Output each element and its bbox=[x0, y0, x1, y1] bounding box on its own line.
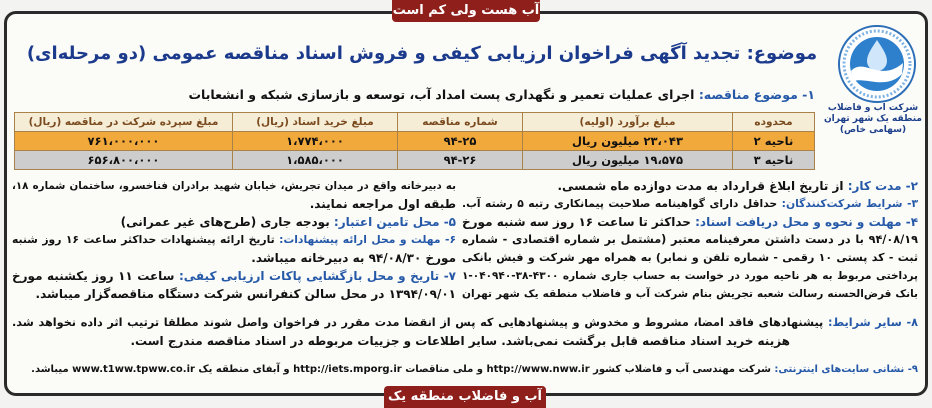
right-text-column bbox=[462, 177, 918, 303]
eligibility-text: حداقل دارای گواهینامه صلاحیت پیمانکاری رتبه ۵ رشته آب. bbox=[462, 197, 778, 210]
nww-site-url[interactable]: http://www.nww.ir bbox=[486, 364, 590, 375]
websites-line bbox=[12, 360, 918, 380]
caption-line: (سهامی خاص) bbox=[839, 125, 907, 135]
body-text-line: مورخ ۹۴/۰۸/۳۰ به دبیرخانه میباشد. bbox=[251, 251, 456, 265]
caption-line: منطقه یک شهر تهران bbox=[824, 114, 922, 124]
other-conditions-line bbox=[12, 314, 918, 332]
tenders-site-label: و ملی مناقصات bbox=[405, 364, 484, 375]
cell-estimate: ۲۳،۰۴۳ میلیون ریال bbox=[523, 132, 733, 151]
duration-line bbox=[462, 177, 918, 195]
cell-document-price: ۱،۵۸۵،۰۰۰ bbox=[233, 151, 398, 170]
tender-table bbox=[14, 112, 815, 170]
proposal-deadline-label: ۶- مهلت و محل ارائه پیشنهادات: bbox=[279, 233, 456, 246]
bottom-company-banner: آب و فاضلاب منطقه یک bbox=[384, 386, 546, 408]
cell-area: ناحیه ۲ bbox=[733, 132, 815, 151]
cell-tender-number: ۹۴-۲۵ bbox=[398, 132, 523, 151]
other-conditions-text: پیشنهادهای فاقد امضا، مشروط و مخدوش و پیشنهادهایی که پس از انقضا مدت مقرر در فراخوان واصل شوند مطلقا ترتیب اثر داده نخواهد شد. bbox=[12, 316, 824, 329]
region-site-url[interactable]: www.t1ww.tpww.co.ir bbox=[72, 364, 195, 375]
tender-subject-label: ۱- موضوع مناقصه: bbox=[698, 87, 815, 102]
notice-title: موضوع: تجدید آگهی فراخوان ارزیابی کیفی و فروش اسناد مناقصه عمومی (دو مرحله‌ای) bbox=[26, 43, 818, 64]
table-row bbox=[15, 151, 815, 170]
body-text-line: ثبت - کد پستی ۱۰ رقمی - شماره تلفن و نمابر) به همراه مهر شرکت و فیش بانکی bbox=[462, 251, 918, 264]
duration-label: ۲- مدت کار: bbox=[847, 179, 918, 193]
body-text-line: ۹۴/۰۸/۱۹ با در دست داشتن معرفینامه معتبر (مشتمل بر شماره اقتصادی - شماره bbox=[462, 233, 918, 246]
body-text-line: به دبیرخانه واقع در میدان تجریش، خیابان شهید برادران فناخسرو، ساختمان شماره ۱۸، bbox=[12, 180, 456, 192]
water-company-emblem-icon bbox=[836, 24, 918, 104]
top-slogan-banner: آب هست ولی کم است bbox=[392, 0, 540, 22]
cell-area: ناحیه ۳ bbox=[733, 151, 815, 170]
cell-document-price: ۱،۷۷۴،۰۰۰ bbox=[233, 132, 398, 151]
region-site-label: و آبفای منطقه یک bbox=[198, 364, 290, 375]
cell-deposit: ۷۶۱،۰۰۰،۰۰۰ bbox=[15, 132, 233, 151]
cell-estimate: ۱۹،۵۷۵ میلیون ریال bbox=[523, 151, 733, 170]
cell-deposit: ۶۵۶،۸۰۰،۰۰۰ bbox=[15, 151, 233, 170]
proposal-deadline-text: تاریخ ارائه پیشنهادات حداکثر ساعت ۱۶ روز شنبه bbox=[12, 233, 275, 246]
tender-subject-text: اجرای عملیات تعمیر و نگهداری پست امداد آب، توسعه و بازسازی شبکه و انشعابات bbox=[188, 87, 695, 102]
header-tender-number: شماره مناقصه bbox=[398, 113, 523, 132]
proposal-deadline-line bbox=[12, 231, 456, 249]
body-text-line: ۱۳۹۴/۰۹/۰۱ در محل سالن کنفرانس شرکت دستگاه مناقصه‌گزار میباشد. bbox=[35, 287, 456, 301]
eligibility-line bbox=[462, 195, 918, 213]
nww-site-label: شرکت مهندسی آب و فاضلاب کشور bbox=[593, 364, 771, 375]
opening-text: ساعت ۱۱ روز یکشنبه مورخ bbox=[12, 269, 175, 283]
tenders-site-url[interactable]: http://iets.mporg.ir bbox=[293, 364, 402, 375]
company-name-caption bbox=[824, 103, 922, 136]
eligibility-label: ۳- شرایط شرکت‌کنندگان: bbox=[781, 197, 918, 210]
tender-subject-line bbox=[20, 85, 815, 105]
header-deposit: مبلغ سپرده شرکت در مناقصه (ریال) bbox=[15, 113, 233, 132]
opening-label: ۷- تاریخ و محل بازگشایی پاکات ارزیابی کیفی: bbox=[178, 269, 456, 283]
documents-deadline-text: حداکثر تا ساعت ۱۶ روز سه شنبه مورخ bbox=[462, 215, 691, 229]
websites-suffix: میباشد. bbox=[31, 364, 69, 375]
funding-text: بودجه جاری (طرح‌های غیر عمرانی) bbox=[120, 215, 330, 229]
body-text-line: بانک قرض‌الحسنه رسالت شعبه تجریش بنام شرکت آب و فاضلاب منطقه یک شهر تهران bbox=[462, 288, 918, 300]
documents-deadline-line bbox=[462, 213, 918, 231]
other-conditions-line: هزینه خرید اسناد مناقصه قابل برگشت نمی‌باشد. سایر اطلاعات و جزییات مربوطه در اسناد مناقصه مندرج است. bbox=[130, 334, 790, 348]
funding-line bbox=[12, 213, 456, 231]
documents-deadline-label: ۴- مهلت و نحوه و محل دریافت اسناد: bbox=[695, 215, 918, 229]
table-row bbox=[15, 132, 815, 151]
other-conditions bbox=[12, 314, 918, 350]
opening-line bbox=[12, 267, 456, 285]
other-conditions-label: ۸- سایر شرایط: bbox=[827, 316, 918, 329]
body-text-line: طبقه اول مراجعه نمایند. bbox=[309, 197, 456, 211]
body-text-line: پرداختی مربوط به هر ناحیه مورد در خواست به حساب جاری شماره ۴۳۰۰-۳۸-۰۴۰۹۴۰-۱ bbox=[462, 270, 918, 282]
header-estimate: مبلغ برآورد (اولیه) bbox=[523, 113, 733, 132]
cell-tender-number: ۹۴-۲۶ bbox=[398, 151, 523, 170]
left-text-column bbox=[12, 177, 456, 303]
caption-line: شرکت آب و فاضلاب bbox=[827, 103, 919, 113]
funding-label: ۵- محل تامین اعتبار: bbox=[333, 215, 456, 229]
header-document-price: مبلغ خرید اسناد (ریال) bbox=[233, 113, 398, 132]
header-area: محدوده bbox=[733, 113, 815, 132]
duration-text: از تاریخ ابلاغ قرارداد به مدت دوازده ماه شمسی. bbox=[557, 179, 844, 193]
websites-label: ۹- نشانی سایت‌های اینترنتی: bbox=[774, 364, 918, 375]
table-header-row bbox=[15, 113, 815, 132]
